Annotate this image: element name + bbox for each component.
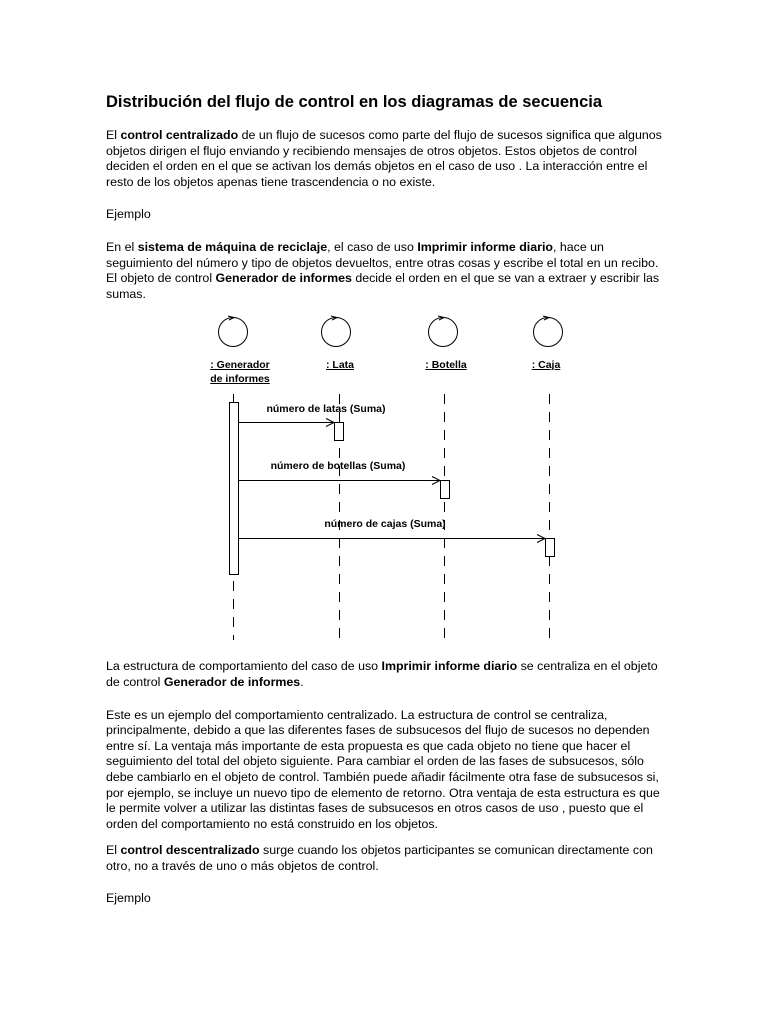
text-run: El [106, 128, 121, 142]
bold-term: control descentralizado [120, 843, 260, 858]
bold-term: Generador de informes [215, 271, 352, 286]
control-object-icon [429, 316, 458, 347]
paragraph-example-description [106, 240, 664, 302]
bold-term: control centralizado [120, 128, 239, 142]
activation-bar-caja [546, 539, 555, 557]
bold-term: Imprimir informe diario [417, 239, 553, 254]
control-object-icon [534, 316, 563, 347]
message-label-latas: número de latas (Suma) [266, 403, 386, 416]
control-object-icon [322, 316, 351, 347]
document-body [106, 0, 664, 907]
bold-term: Generador de informes [163, 674, 301, 689]
message-arrow-cajas [239, 535, 546, 543]
sequence-diagram-canvas [0, 310, 768, 655]
sequence-diagram [0, 310, 768, 655]
text-run: La estructura de comportamiento del caso de uso [106, 659, 382, 674]
paragraph-control-centralizado [106, 128, 664, 190]
message-arrow-latas [239, 419, 335, 427]
text-run: se centraliza en el objeto de control [106, 659, 658, 689]
text-run: , hace un seguimiento del número y tipo de objetos devueltos, entre otras cosas y escribe el total en un recibo. El objeto de control [106, 239, 659, 286]
object-label-caja: : Caja [531, 359, 561, 372]
message-arrow-botellas [239, 477, 441, 485]
text-run: decide el orden en el que se van a extraer y escribir las sumas. [106, 271, 660, 301]
object-label-lata: : Lata [325, 359, 355, 372]
object-label-generador: : Generador de informes [210, 359, 270, 386]
control-object-icon [219, 316, 248, 347]
activation-bar-botella [441, 481, 450, 499]
text-run: de un flujo de sucesos como parte del flujo de sucesos significa que algunos objetos dirigen el flujo enviando y recibiendo mensajes de otros objetos. Estos objetos de control deciden el orden en el que se activan los demás objetos en el caso de uso . La interacción entre el resto de los objetos apenas tiene trascendencia o no existe. [106, 128, 662, 189]
text-run: . [300, 674, 304, 689]
example-heading: Ejemplo [106, 891, 151, 906]
message-label-cajas: número de cajas (Suma) [324, 518, 446, 531]
text-run: , el caso de uso [327, 239, 418, 254]
bold-term: Imprimir informe diario [381, 659, 518, 674]
object-label-botella: : Botella [425, 359, 467, 372]
text-run: El [106, 843, 121, 858]
message-label-botellas: número de botellas (Suma) [270, 460, 406, 473]
page-title: Distribución del flujo de control en los diagramas de secuencia [106, 93, 603, 111]
example-heading: Ejemplo [106, 207, 151, 222]
paragraph-centralized-advantages: Este es un ejemplo del comportamiento centralizado. La estructura de control se centraliza, principalmente, debido a que las diferentes fases de subsucesos del flujo de sucesos no dependen entre sí. La ventaja más importante de esta propuesta es que cada objeto no tiene que hacer el seguimiento del total del objeto siguiente. Para cambiar el orden de las fases de subsucesos, sólo debe cambiarlo en el objeto de control. También puede añadir fácilmente otra fase de subsucesos si, por ejemplo, se incluye un nuevo tipo de elemento de retorno. Otra ventaja de esta estructura es que le permite volver a utilizar las distintas fases de subsucesos en otros casos de uso , puesto que el orden del comportamiento no está construido en los objetos. [106, 707, 660, 831]
bold-term: sistema de máquina de reciclaje [137, 239, 328, 254]
text-run: surge cuando los objetos participantes se comunican directamente con otro, no a través de uno o más objetos de control. [106, 843, 653, 873]
paragraph-control-descentralizado [106, 843, 664, 874]
activation-bar-lata [335, 423, 344, 441]
paragraph-structure-summary [106, 659, 664, 690]
text-run: En el [106, 239, 138, 254]
activation-bar-generador [230, 403, 239, 575]
